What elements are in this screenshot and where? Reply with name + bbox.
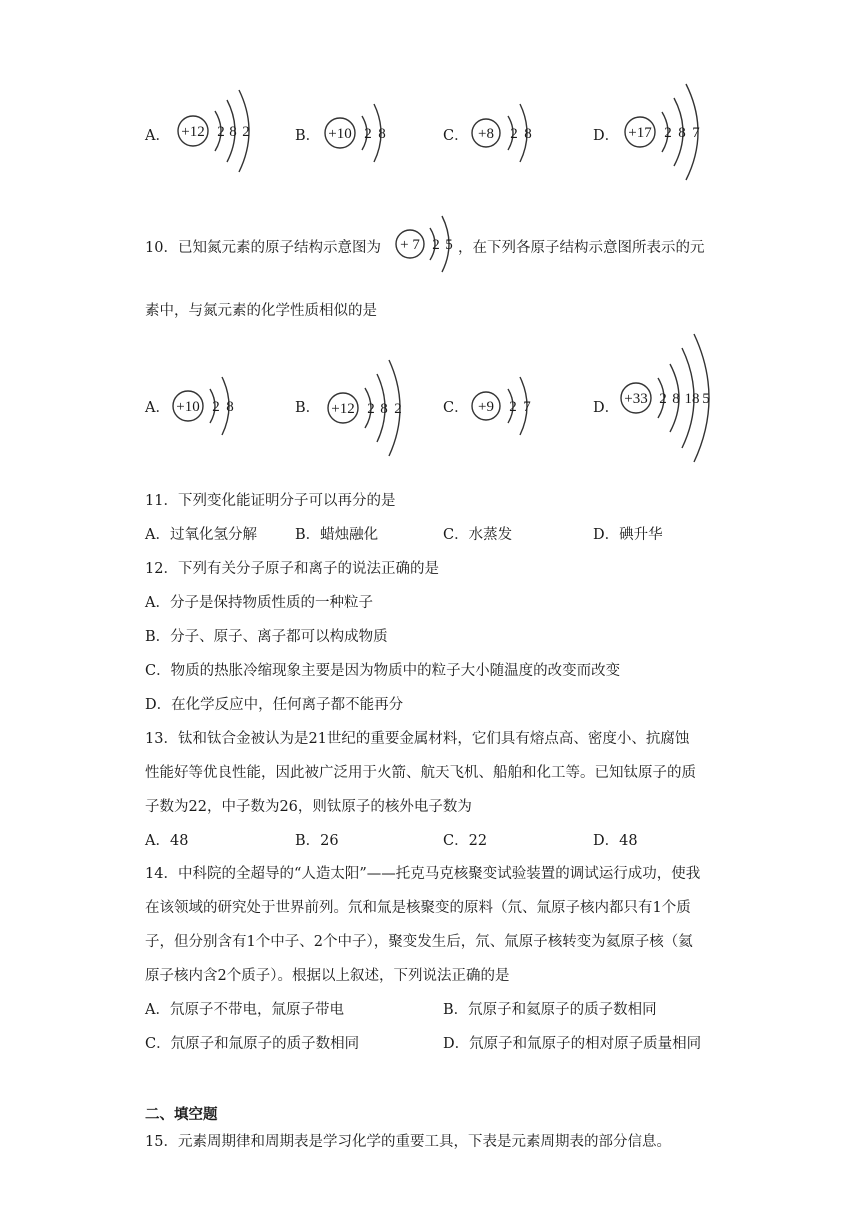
q10-stem-after: ，在下列各原子结构示意图所表示的元	[458, 240, 705, 256]
q9-option-c-atom-diagram	[470, 96, 550, 176]
q12-option-b: B．分子、原子、离子都可以构成物质	[145, 629, 388, 645]
q14-option-d: D．氘原子和氚原子的相对原子质量相同	[443, 1036, 702, 1052]
q9-option-d-atom-diagram	[622, 80, 722, 190]
shell-electrons: 2	[217, 124, 225, 140]
shell-electrons: 5	[702, 391, 710, 407]
nucleus-charge: +12	[181, 124, 205, 140]
shell-electrons: 8	[678, 125, 686, 141]
shell-electrons: 2	[367, 401, 375, 417]
q11-option-c: C．水蒸发	[443, 527, 513, 543]
q14-stem-line1: 14．中科院的全超导的“人造太阳”——托克马克核聚变试验装置的调试运行成功，使我	[145, 866, 701, 882]
q15-stem: 15．元素周期律和周期表是学习化学的重要工具，下表是元素周期表的部分信息。	[145, 1134, 671, 1150]
q10-option-a-atom-diagram	[170, 366, 250, 446]
shell-electrons: 2	[510, 126, 518, 142]
q10-option-c-label: C．	[443, 400, 469, 416]
q13-stem-line2: 性能好等优良性能，因此被广泛用于火箭、航天飞机、船舶和化工等。已知钛原子的质	[145, 765, 696, 781]
shell-electrons: 8	[229, 124, 237, 140]
q10-nitrogen-atom-diagram	[394, 204, 464, 284]
shell-electrons: 2	[394, 401, 402, 417]
q10-option-d-atom-diagram	[618, 330, 730, 470]
nucleus-charge: +33	[624, 391, 648, 407]
q10-option-b-label: B．	[295, 400, 321, 416]
q12-option-d: D．在化学反应中，任何离子都不能再分	[145, 697, 404, 713]
q14-stem-line4: 原子核内含2个质子）。根据以上叙述，下列说法正确的是	[145, 968, 510, 984]
q12-stem: 12．下列有关分子原子和离子的说法正确的是	[145, 561, 439, 577]
q9-option-b-label: B．	[295, 128, 321, 144]
q9-option-a-label: A．	[145, 128, 170, 144]
q14-option-c: C．氘原子和氚原子的质子数相同	[145, 1036, 360, 1052]
q13-stem-line3: 子数为22，中子数为26，则钛原子的核外电子数为	[145, 799, 472, 815]
nucleus-charge: + 7	[400, 237, 420, 253]
q10-option-b-atom-diagram	[325, 352, 415, 458]
q14-stem-line2: 在该领域的研究处于世界前列。氘和氚是核聚变的原料（氘、氚原子核内都只有1个质	[145, 900, 691, 916]
q13-option-c: C．22	[443, 833, 488, 849]
q10-option-c-atom-diagram	[470, 366, 550, 446]
shell-electrons: 2	[242, 124, 250, 140]
nucleus-charge: +10	[328, 126, 352, 142]
q9-option-a-atom-diagram	[175, 86, 265, 182]
nucleus-charge: +8	[478, 126, 494, 142]
shell-electrons: 7	[523, 399, 531, 415]
q14-option-b: B．氘原子和氦原子的质子数相同	[443, 1002, 657, 1018]
q9-option-c-label: C．	[443, 128, 469, 144]
q9-option-d-label: D．	[593, 128, 620, 144]
shell-electrons: 8	[378, 126, 386, 142]
q12-option-c: C．物质的热胀冷缩现象主要是因为物质中的粒子大小随温度的改变而改变	[145, 663, 621, 679]
shell-electrons: 2	[664, 125, 672, 141]
q11-option-b: B．蜡烛融化	[295, 527, 379, 543]
q13-option-d: D．48	[593, 833, 638, 849]
q9-option-b-atom-diagram	[322, 96, 402, 176]
q13-stem-line1: 13．钛和钛合金被认为是21世纪的重要金属材料，它们具有熔点高、密度小、抗腐蚀	[145, 731, 690, 747]
shell-electrons: 2	[432, 237, 440, 253]
q10-option-a-label: A．	[145, 400, 170, 416]
shell-electrons: 2	[509, 399, 517, 415]
shell-electrons: 8	[524, 126, 532, 142]
nucleus-charge: +17	[628, 125, 652, 141]
q14-option-a: A．氘原子不带电，氚原子带电	[145, 1002, 344, 1018]
q14-stem-line3: 子，但分别含有1个中子、2个中子），聚变发生后，氘、氚原子核转变为氦原子核（氦	[145, 934, 693, 950]
section-heading: 二、填空题	[145, 1107, 218, 1123]
q11-stem: 11．下列变化能证明分子可以再分的是	[145, 493, 396, 509]
shell-electrons: 8	[672, 391, 680, 407]
shell-electrons: 8	[380, 401, 388, 417]
nucleus-charge: +10	[176, 399, 200, 415]
shell-electrons: 2	[659, 391, 667, 407]
nucleus-charge: +9	[478, 399, 494, 415]
shell-electrons: 8	[226, 399, 234, 415]
q13-option-a: A．48	[145, 833, 189, 849]
q13-option-b: B．26	[295, 833, 339, 849]
shell-electrons: 2	[212, 399, 220, 415]
shell-electrons: 2	[364, 126, 372, 142]
nucleus-charge: +12	[331, 401, 355, 417]
shell-electrons: 18	[684, 391, 700, 407]
shell-electrons: 5	[445, 237, 453, 253]
q10-stem-before: 10．已知氮元素的原子结构示意图为	[145, 240, 381, 256]
shell-electrons: 7	[692, 125, 700, 141]
q12-option-a: A．分子是保持物质性质的一种粒子	[145, 595, 373, 611]
q10-stem-line2: 素中，与氮元素的化学性质相似的是	[145, 303, 377, 319]
q11-option-d: D．碘升华	[593, 527, 663, 543]
q10-option-d-label: D．	[593, 400, 620, 416]
q11-option-a: A．过氧化氢分解	[145, 527, 257, 543]
